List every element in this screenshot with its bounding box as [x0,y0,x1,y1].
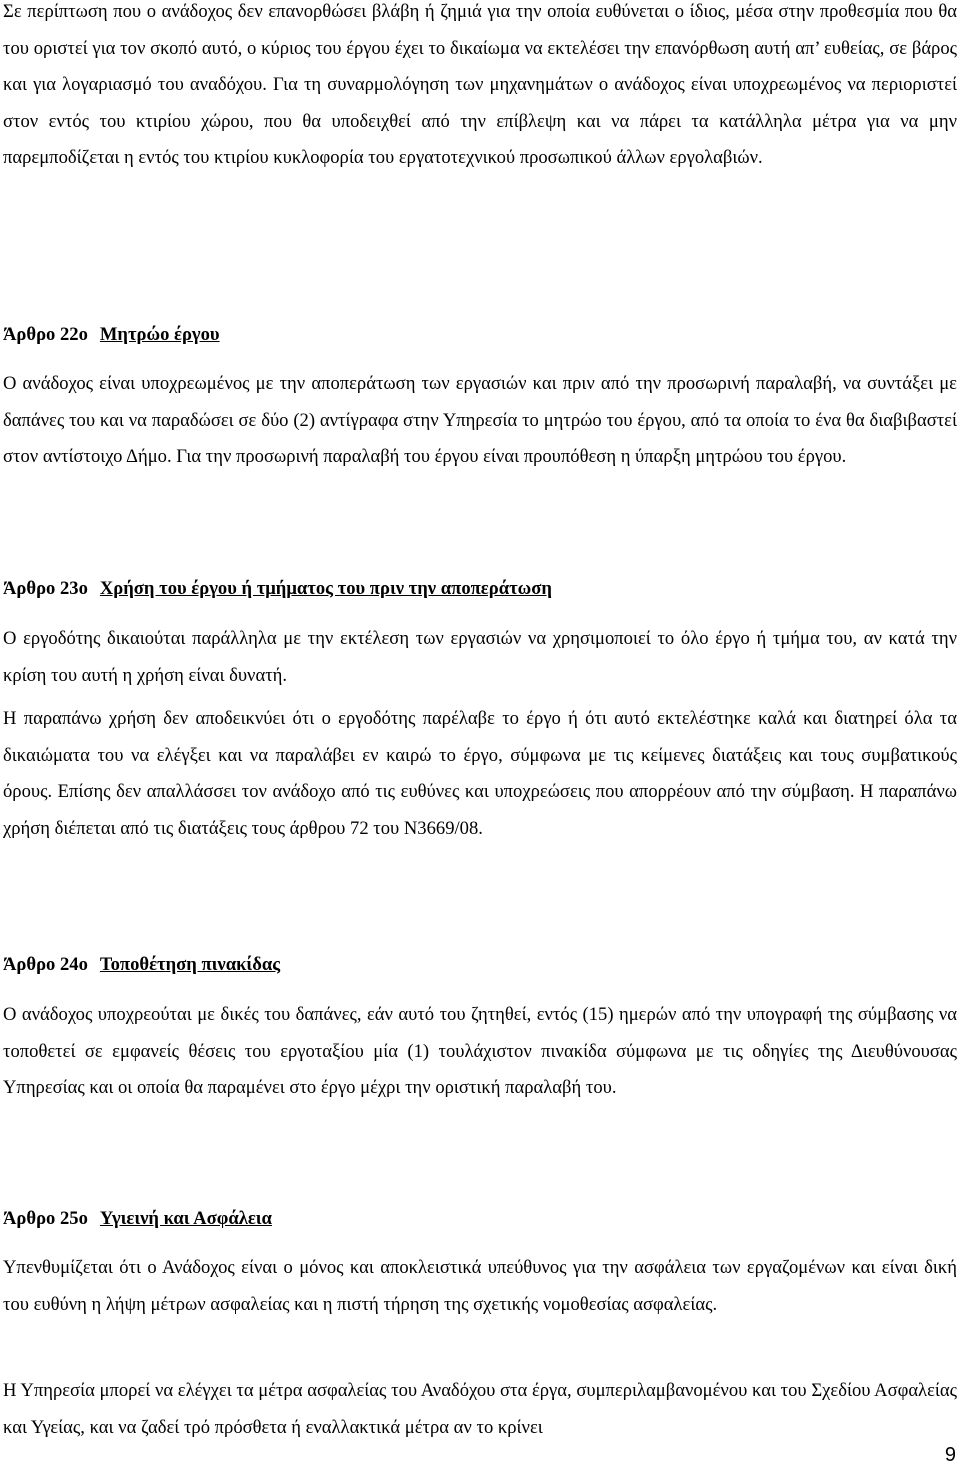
paragraph-article-24: Ο ανάδοχος υποχρεούται με δικές του δαπάνες, εάν αυτό του ζητηθεί, εντός (15) ημερών από την υπογραφή της σύμβασης να τοποθετεί σε εμφανείς θέσεις του εργοταξίου μία (1) τουλάχιστον πινακίδα σύμφωνα με τις οδηγίες της Διευθύνουσας Υπηρεσίας και οι οποία θα παραμένει στο έργο μέχρι την οριστική παραλαβή του. [3,1004,957,1098]
article-title: Μητρώο έργου [99,324,220,345]
heading-article-25 [3,1208,272,1230]
article-title: Χρήση του έργου ή τμήματος του πριν την αποπεράτωση [99,578,552,599]
paragraph-repair-assembly: Σε περίπτωση που ο ανάδοχος δεν επανορθώσει βλάβη ή ζημιά για την οποία ευθύνεται ο ίδιος, μέσα στην προθεσμία που θα του οριστεί για τον σκοπό αυτό, ο κύριος του έργου έχει το δικαίωμα να εκτελέσει την επανόρθωση αυτή απ’ ευθείας, σε βάρος και για λογαριασμό του αναδόχου. Για τη συναρμολόγηση των μηχανημάτων ο ανάδοχος είναι υποχρεωμένος να περιοριστεί στον εντός του κτιρίου χώρου, που θα υποδειχθεί από την επίβλεψη και να πάρει τα κατάλληλα μέτρα για να μην παρεμποδίζεται η εντός του κτιρίου κυκλοφορία του εργατοτεχνικού προσωπικού άλλων εργολαβιών. [3,1,957,168]
article-number: Άρθρο 23ο [3,578,88,599]
paragraph-article-25-safety: Υπενθυμίζεται ότι ο Ανάδοχος είναι ο μόνος και αποκλειστικά υπεύθυνος για την ασφάλεια των εργαζομένων και είναι δική του ευθύνη η λήψη μέτρων ασφαλείας και η πιστή τήρηση της σχετικής νομοθεσίας ασφαλείας. [3,1257,957,1315]
heading-article-23 [3,578,552,600]
heading-article-24 [3,954,280,976]
article-title: Τοποθέτηση πινακίδας [99,954,281,975]
article-number: Άρθρο 22ο [3,324,88,345]
paragraph-article-23-rights: Η παραπάνω χρήση δεν αποδεικνύει ότι ο εργοδότης παρέλαβε το έργο ή ότι αυτό εκτελέστηκε καλά και διατηρεί όλα τα δικαιώματα του να ελέγξει και να παραλάβει εν καιρώ το έργο, σύμφωνα με τις κείμενες διατάξεις και τους συμβατικούς όρους. Επίσης δεν απαλλάσσει τον ανάδοχο από τις ευθύνες και υποχρεώσεις που απορρέουν από την σύμβαση. Η παραπάνω χρήση διέπεται από τις διατάξεις τους άρθρου 72 του Ν3669/08. [3,708,957,839]
article-number: Άρθρο 24ο [3,954,88,975]
article-title: Υγιεινή και Ασφάλεια [99,1208,272,1229]
paragraph-article-25-inspection: Η Υπηρεσία μπορεί να ελέγχει τα μέτρα ασφαλείας του Αναδόχου στα έργα, συμπεριλαμβανομένου και του Σχεδίου Ασφαλείας και Υγείας, και να ζαδεί τρό πρόσθετα ή εναλλακτικά μέτρα αν το κρίνει [3,1380,957,1438]
paragraph-article-22: Ο ανάδοχος είναι υποχρεωμένος με την αποπεράτωση των εργασιών και πριν από την προσωρινή παραλαβή, να συντάξει με δαπάνες του και να παραδώσει σε δύο (2) αντίγραφα στην Υπηρεσία το μητρώο του έργου, από τα οποία το ένα θα διαβιβαστεί στον αντίστοιχο Δήμο. Για την προσωρινή παραλαβή του έργου είναι προυπόθεση η ύπαρξη μητρώου του έργου. [3,373,957,467]
article-number: Άρθρο 25ο [3,1208,88,1229]
heading-article-22 [3,324,220,346]
paragraph-article-23-use: Ο εργοδότης δικαιούται παράλληλα με την εκτέλεση των εργασιών να χρησιμοποιεί το όλο έργο ή τμήμα του, αν κατά την κρίση του αυτή η χρήση είναι δυνατή. [3,628,957,686]
page-number: 9 [944,1444,956,1466]
